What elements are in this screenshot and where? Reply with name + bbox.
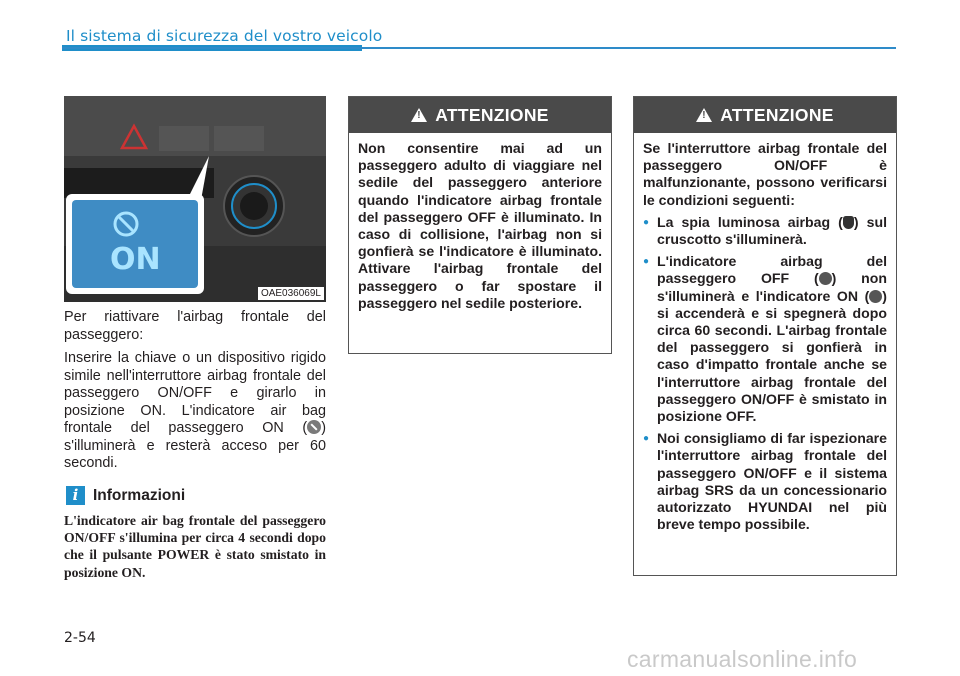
list-item bbox=[643, 253, 887, 425]
passenger-airbag-off-icon bbox=[819, 272, 832, 285]
info-header bbox=[66, 486, 185, 505]
airbag-switch-photo bbox=[64, 96, 326, 302]
bullet1-part-2: ) sul cruscotto s'illuminerà. bbox=[657, 213, 887, 248]
passenger-airbag-on-icon bbox=[869, 290, 882, 303]
bullet2-part-2: ) non s'illuminerà e l'indicatore ON ( bbox=[657, 270, 887, 304]
passenger-airbag-on-icon bbox=[307, 420, 321, 434]
warning-box-2 bbox=[633, 96, 897, 576]
warning-header-2 bbox=[634, 97, 896, 133]
list-item bbox=[643, 430, 887, 533]
airbag-warning-light-icon bbox=[843, 216, 854, 229]
callout-on-label: ON bbox=[110, 242, 161, 277]
info-body: L'indicatore air bag frontale del passeggero ON/OFF s'illumina per circa 4 secondi dopo che il pulsante POWER è stato smistato in posizione ON. bbox=[64, 513, 326, 580]
bullet3-text: Noi consigliamo di far ispezionare l'interruttore airbag frontale del passeggero ON/OFF e il sistema airbag SRS da un concessionario autorizzato HYUNDAI nel più breve tempo possibile. bbox=[657, 430, 887, 533]
info-title: Informazioni bbox=[93, 486, 186, 504]
warning2-list bbox=[643, 214, 887, 534]
warning-title-1: ATTENZIONE bbox=[435, 104, 549, 125]
warning-box-1 bbox=[348, 96, 612, 354]
figure-caption: OAE036069L bbox=[258, 287, 324, 300]
warning-triangle-icon bbox=[696, 108, 712, 122]
watermark: carmanualsonline.info bbox=[627, 646, 858, 672]
list-item bbox=[643, 214, 887, 248]
info-icon: i bbox=[66, 486, 85, 505]
left-column-text bbox=[64, 309, 326, 479]
header-title: Il sistema di sicurezza del vostro veicolo bbox=[66, 27, 383, 45]
paragraph-intro: Per riattivare l'airbag frontale del passeggero: bbox=[64, 309, 326, 343]
header-rule bbox=[62, 47, 896, 49]
warning2-intro: Se l'interruttore airbag frontale del passeggero ON/OFF è malfunzionante, possono verificarsi le condizioni seguenti: bbox=[643, 140, 887, 208]
warning-title-2: ATTENZIONE bbox=[720, 104, 834, 125]
page-number: 2-54 bbox=[64, 630, 96, 646]
warning-body-2 bbox=[634, 133, 896, 546]
instructions-part-1: Inserire la chiave o un dispositivo rigido simile nell'interruttore airbag frontale del passeggero ON/OFF e girarlo in posizione ON. L'indicatore air bag frontale del passeggero ON ( bbox=[64, 350, 326, 436]
bullet2-part-1: L'indicatore airbag del passeggero OFF ( bbox=[657, 253, 887, 287]
warning-body-1: Non consentire mai ad un passeggero adulto di viaggiare nel sedile del passeggero anteriore quando l'indicatore airbag frontale del passeggero OFF è illuminato. In caso di collisione, l'airbag non si gonfierà se l'indicatore è illuminato. Attivare l'airbag frontale del passeggero o far spostare il passeggero nel sedile posteriore. bbox=[358, 140, 602, 311]
instructions-part-2: ) s'illuminerà e resterà acceso per 60 secondi. bbox=[64, 420, 326, 471]
bullet2-part-3: ) si accenderà e si spegnerà dopo circa 60 secondi. L'airbag frontale del passeggero si gonfierà in caso d'impatto frontale anche se l'interruttore airbag frontale del passeggero ON/OFF è smistato in posizione OFF. bbox=[657, 287, 887, 425]
bullet1-part-1: La spia luminosa airbag ( bbox=[657, 213, 843, 230]
dashboard-illustration bbox=[64, 96, 326, 302]
warning-header-1 bbox=[349, 97, 611, 133]
warning-triangle-icon bbox=[411, 108, 427, 122]
paragraph-instructions bbox=[64, 350, 326, 473]
